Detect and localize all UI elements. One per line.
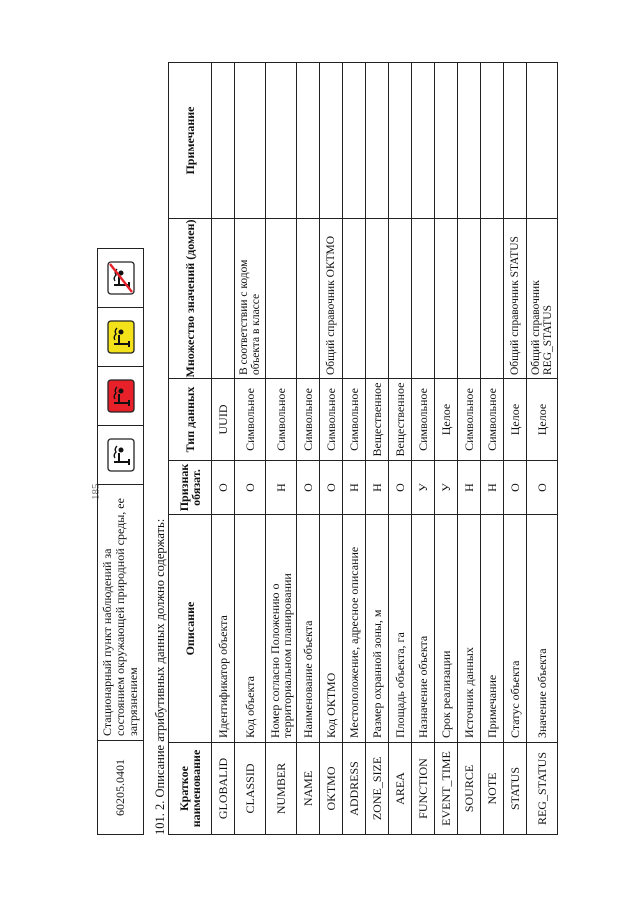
cell-desc: Источник данных bbox=[458, 515, 481, 743]
header-note: Примечание bbox=[169, 63, 212, 219]
cell-short: ADDRESS bbox=[343, 743, 366, 835]
header-required-flag: Признак обязат. bbox=[169, 461, 212, 515]
monitoring-station-red-icon bbox=[107, 379, 135, 413]
cell-flag: О bbox=[504, 461, 527, 515]
cell-flag: О bbox=[212, 461, 235, 515]
cell-note bbox=[366, 63, 389, 219]
table-row bbox=[412, 63, 435, 835]
section-caption: 101. 2. Описание атрибутивных данных должно содержать: bbox=[153, 518, 167, 835]
cell-desc: Примечание bbox=[481, 515, 504, 743]
cell-domain: Общий справочник STATUS bbox=[504, 219, 527, 379]
object-description: Стационарный пункт наблюдений за состоянием окружающей природной среды, ее загрязнением bbox=[98, 485, 144, 741]
cell-desc: Код объекта bbox=[235, 515, 266, 743]
cell-flag: О bbox=[297, 461, 320, 515]
cell-domain bbox=[212, 219, 235, 379]
cell-note bbox=[527, 63, 558, 219]
cell-flag: О bbox=[320, 461, 343, 515]
cell-note bbox=[266, 63, 297, 219]
icon-cell-2 bbox=[98, 367, 144, 426]
cell-note bbox=[212, 63, 235, 219]
cell-type: Символьное bbox=[320, 379, 343, 461]
cell-flag: О bbox=[527, 461, 558, 515]
cell-desc: Назначение объекта bbox=[412, 515, 435, 743]
table-row bbox=[297, 63, 320, 835]
cell-short: REG_STATUS bbox=[527, 743, 558, 835]
cell-short: STATUS bbox=[504, 743, 527, 835]
cell-domain bbox=[389, 219, 412, 379]
cell-flag: Н bbox=[266, 461, 297, 515]
cell-domain: Общий справочник ОКТМО bbox=[320, 219, 343, 379]
cell-flag: У bbox=[435, 461, 458, 515]
cell-domain bbox=[435, 219, 458, 379]
rotated-page bbox=[90, 60, 554, 835]
header-description: Описание bbox=[169, 515, 212, 743]
cell-note bbox=[297, 63, 320, 219]
cell-short: FUNCTION bbox=[412, 743, 435, 835]
cell-short: AREA bbox=[389, 743, 412, 835]
table-row bbox=[389, 63, 412, 835]
cell-domain bbox=[481, 219, 504, 379]
table-row bbox=[212, 63, 235, 835]
cell-type: Символьное bbox=[481, 379, 504, 461]
cell-short: NOTE bbox=[481, 743, 504, 835]
table-row bbox=[320, 63, 343, 835]
header-domain: Множество значений (домен) bbox=[169, 219, 212, 379]
object-header-table bbox=[97, 248, 144, 835]
monitoring-station-plain-icon bbox=[107, 438, 135, 472]
table-row bbox=[435, 63, 458, 835]
cell-flag: О bbox=[389, 461, 412, 515]
attributes-table bbox=[168, 62, 558, 835]
icon-cell-1 bbox=[98, 426, 144, 485]
cell-type: Символьное bbox=[297, 379, 320, 461]
cell-domain bbox=[297, 219, 320, 379]
cell-note bbox=[458, 63, 481, 219]
cell-type: Целое bbox=[527, 379, 558, 461]
cell-type: Символьное bbox=[235, 379, 266, 461]
cell-type: Символьное bbox=[266, 379, 297, 461]
cell-note bbox=[504, 63, 527, 219]
table-row bbox=[366, 63, 389, 835]
cell-note bbox=[320, 63, 343, 219]
monitoring-station-crossed-icon bbox=[107, 261, 135, 295]
cell-short: NUMBER bbox=[266, 743, 297, 835]
cell-short: NAME bbox=[297, 743, 320, 835]
page-number: 185 bbox=[90, 483, 102, 500]
object-code: 60205.0401 bbox=[98, 741, 144, 835]
cell-note bbox=[343, 63, 366, 219]
header-short-name: Краткое наименование bbox=[169, 743, 212, 835]
header-data-type: Тип данных bbox=[169, 379, 212, 461]
cell-domain bbox=[266, 219, 297, 379]
cell-short: ZONE_SIZE bbox=[366, 743, 389, 835]
cell-desc: Размер охранной зоны, м bbox=[366, 515, 389, 743]
table-row bbox=[481, 63, 504, 835]
cell-type: Символьное bbox=[458, 379, 481, 461]
cell-type: Вещественное bbox=[366, 379, 389, 461]
cell-type: Символьное bbox=[343, 379, 366, 461]
cell-short: GLOBALID bbox=[212, 743, 235, 835]
cell-desc: Наименование объекта bbox=[297, 515, 320, 743]
cell-type: Целое bbox=[504, 379, 527, 461]
cell-flag: Н bbox=[481, 461, 504, 515]
cell-desc: Код ОКТМО bbox=[320, 515, 343, 743]
monitoring-station-yellow-icon bbox=[107, 320, 135, 354]
cell-short: CLASSID bbox=[235, 743, 266, 835]
icon-cell-4 bbox=[98, 249, 144, 308]
cell-type: Символьное bbox=[412, 379, 435, 461]
cell-domain bbox=[458, 219, 481, 379]
cell-note bbox=[412, 63, 435, 219]
cell-domain bbox=[366, 219, 389, 379]
cell-desc: Статус объекта bbox=[504, 515, 527, 743]
cell-short: EVENT_TIME bbox=[435, 743, 458, 835]
cell-note bbox=[389, 63, 412, 219]
cell-short: OKTMO bbox=[320, 743, 343, 835]
cell-domain bbox=[343, 219, 366, 379]
table-row bbox=[504, 63, 527, 835]
cell-note bbox=[435, 63, 458, 219]
cell-flag: Н bbox=[343, 461, 366, 515]
cell-flag: О bbox=[235, 461, 266, 515]
cell-note bbox=[235, 63, 266, 219]
table-row bbox=[266, 63, 297, 835]
table-row bbox=[458, 63, 481, 835]
cell-desc: Идентификатор объекта bbox=[212, 515, 235, 743]
cell-flag: У bbox=[412, 461, 435, 515]
cell-flag: Н bbox=[366, 461, 389, 515]
cell-desc: Площадь объекта, га bbox=[389, 515, 412, 743]
table-row bbox=[235, 63, 266, 835]
cell-desc: Срок реализации bbox=[435, 515, 458, 743]
cell-domain: Общий справочник REG_STATUS bbox=[527, 219, 558, 379]
cell-type: Вещественное bbox=[389, 379, 412, 461]
table-row bbox=[527, 63, 558, 835]
cell-domain: В соответствии с кодом объекта в классе bbox=[235, 219, 266, 379]
cell-domain bbox=[412, 219, 435, 379]
cell-desc: Номер согласно Положению о территориальном планировании bbox=[266, 515, 297, 743]
cell-note bbox=[481, 63, 504, 219]
cell-desc: Местоположение, адресное описание bbox=[343, 515, 366, 743]
cell-flag: Н bbox=[458, 461, 481, 515]
cell-type: UUID bbox=[212, 379, 235, 461]
icon-cell-3 bbox=[98, 308, 144, 367]
cell-short: SOURCE bbox=[458, 743, 481, 835]
table-row bbox=[343, 63, 366, 835]
cell-type: Целое bbox=[435, 379, 458, 461]
cell-desc: Значение объекта bbox=[527, 515, 558, 743]
